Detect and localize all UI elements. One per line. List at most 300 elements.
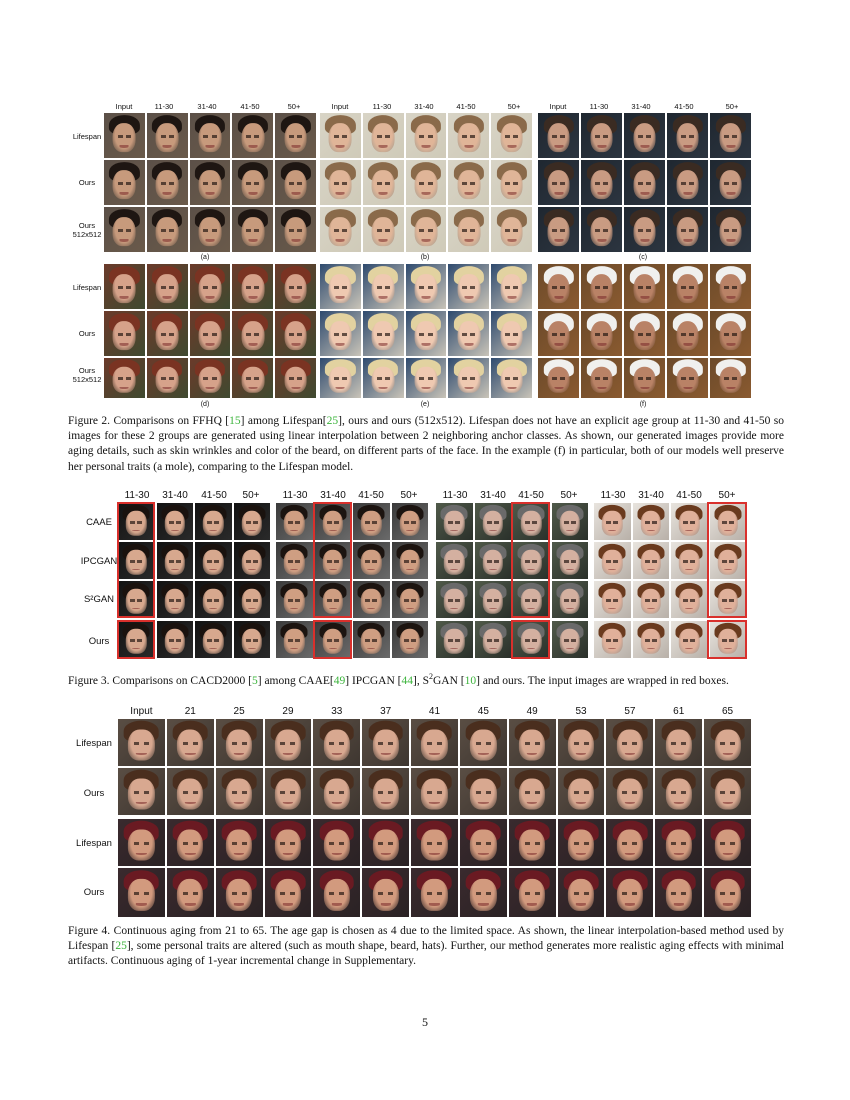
mouth-shape — [171, 648, 179, 650]
face-shape — [226, 778, 252, 809]
fig3-strip-3-ours-photo-1 — [436, 621, 473, 658]
face-shape — [714, 729, 740, 760]
eyes-shape — [683, 560, 695, 563]
fig4-row-label-ours-2: Ours — [83, 887, 105, 898]
face-shape — [177, 729, 203, 760]
eyes-shape — [246, 229, 259, 232]
mouth-shape — [685, 648, 693, 650]
face-shape — [590, 217, 613, 247]
mouth-shape — [464, 387, 473, 389]
fig3-strip-3-ipcgan-photo-2 — [475, 542, 512, 579]
face-shape — [457, 170, 480, 200]
eyes-shape — [462, 286, 475, 289]
fig3-strip-1-ipcgan-photo-2 — [157, 542, 194, 579]
eyes-shape — [246, 521, 258, 524]
fig2-header-c-50plus: 50+ — [725, 102, 739, 111]
face-shape — [470, 829, 496, 860]
eyes-shape — [203, 333, 216, 336]
eyes-shape — [525, 742, 540, 745]
fig4-strip-ours-2 — [118, 868, 751, 917]
eyes-shape — [246, 599, 258, 602]
face-shape — [156, 274, 179, 304]
fig2-header-c-31-40: 31-40 — [631, 102, 651, 111]
face-shape — [113, 217, 136, 247]
fig2-strip-a-ours-photo-2 — [147, 160, 188, 205]
eyes-shape — [378, 742, 393, 745]
fig3-strip-4-ours-photo-2 — [633, 621, 670, 658]
fig4-strip-lifespan-2-photo-12 — [655, 819, 702, 866]
fig2-row-label-lifespan: Lifespan — [72, 132, 102, 141]
eyes-shape — [720, 742, 735, 745]
fig2-strip-d-ours-photo-2 — [147, 311, 188, 356]
fig4-strip-lifespan-1-photo-13 — [704, 719, 751, 766]
fig3-caption-text-3: ] IPCGAN [ — [345, 674, 402, 687]
face-shape — [372, 170, 395, 200]
fig3-input-box-2 — [313, 502, 352, 618]
face-shape — [199, 274, 222, 304]
face-shape — [719, 321, 742, 351]
fig2-strip-a-ours — [104, 160, 316, 205]
eyes-shape — [595, 286, 608, 289]
fig3-strip-2-ipcgan-photo-1 — [276, 542, 313, 579]
fig2-sublabel-d: (d) — [200, 401, 210, 408]
fig3-ref-10[interactable]: 10 — [464, 674, 477, 687]
face-shape — [617, 778, 643, 809]
fig2-row-label-lifespan-2: Lifespan — [72, 283, 102, 292]
mouth-shape — [608, 530, 616, 532]
fig2-strip-e-lifespan-photo-4 — [448, 264, 489, 309]
eyes-shape — [505, 182, 518, 185]
face-shape — [415, 170, 438, 200]
mouth-shape — [290, 569, 298, 571]
mouth-shape — [640, 387, 649, 389]
fig2-strip-a-ours-photo-3 — [190, 160, 231, 205]
eyes-shape — [476, 791, 491, 794]
fig2-strip-a-ours-photo-5 — [275, 160, 316, 205]
fig4-strip-lifespan-2-photo-11 — [606, 819, 653, 866]
mouth-shape — [450, 569, 458, 571]
mouth-shape — [647, 648, 655, 650]
mouth-shape — [209, 569, 217, 571]
eyes-shape — [564, 521, 576, 524]
fig4-strip-ours-2-photo-12 — [655, 868, 702, 917]
mouth-shape — [647, 569, 655, 571]
fig2-strip-b-lifespan — [320, 113, 532, 158]
face-shape — [284, 321, 307, 351]
face-shape — [719, 217, 742, 247]
fig2-strip-c-ours512-photo-3 — [624, 207, 665, 252]
face-shape — [373, 778, 399, 809]
eyes-shape — [161, 377, 174, 380]
eyes-shape — [377, 229, 390, 232]
eyes-shape — [681, 377, 694, 380]
eyes-shape — [280, 791, 295, 794]
eyes-shape — [574, 842, 589, 845]
face-shape — [177, 829, 203, 860]
eyes-shape — [505, 229, 518, 232]
mouth-shape — [290, 530, 298, 532]
fig4-strip-ours-2-photo-2 — [167, 868, 214, 917]
eyes-shape — [118, 333, 131, 336]
fig4-caption-text-2: ], some personal traits are altered (such as mouth shape, beard, hats). Further, our method generates more realistic aging effects with minimal artifacts. Continuous aging of 1-year incremental change in Supplementary. — [68, 940, 784, 968]
face-shape — [177, 778, 203, 809]
fig2-sublabel-a: (a) — [200, 254, 210, 261]
face-shape — [284, 217, 307, 247]
face-shape — [457, 217, 480, 247]
fig4-header-29: 29 — [282, 706, 294, 717]
fig4-strip-lifespan-1-photo-12 — [655, 719, 702, 766]
face-shape — [547, 321, 570, 351]
eyes-shape — [289, 333, 302, 336]
mouth-shape — [120, 387, 129, 389]
mouth-shape — [647, 608, 655, 610]
face-shape — [719, 170, 742, 200]
fig4-strip-ours-2-photo-3 — [216, 868, 263, 917]
fig2-strip-f-ours-photo-5 — [710, 311, 751, 356]
fig3-strip-1-s2gan-photo-3 — [195, 581, 232, 618]
eyes-shape — [118, 286, 131, 289]
eyes-shape — [203, 286, 216, 289]
eyes-shape — [525, 791, 540, 794]
fig3-header-4-11-30: 11-30 — [600, 490, 626, 501]
fig3-strip-1-s2gan-photo-2 — [157, 581, 194, 618]
fig3-row-label-s2gan: S²GAN — [83, 594, 115, 605]
face-shape — [415, 321, 438, 351]
eyes-shape — [681, 286, 694, 289]
eyes-shape — [448, 639, 460, 642]
fig2-strip-a-lifespan-photo-2 — [147, 113, 188, 158]
fig2-strip-b-lifespan-photo-4 — [448, 113, 489, 158]
fig2-header-a-31-40: 31-40 — [197, 102, 217, 111]
fig3-header-1-41-50: 41-50 — [201, 490, 227, 501]
eyes-shape — [606, 599, 618, 602]
eyes-shape — [329, 742, 344, 745]
eyes-shape — [448, 560, 460, 563]
eyes-shape — [564, 639, 576, 642]
eyes-shape — [671, 742, 686, 745]
eyes-shape — [552, 182, 565, 185]
eyes-shape — [671, 791, 686, 794]
face-shape — [241, 274, 264, 304]
face-shape — [421, 778, 447, 809]
face-shape — [373, 879, 399, 911]
fig2-strip-f-ours-photo-3 — [624, 311, 665, 356]
fig2-strip-e-ours512-photo-5 — [491, 358, 532, 398]
fig2-strip-c-ours512 — [538, 207, 751, 252]
fig4-strip-ours-1-photo-11 — [606, 768, 653, 815]
eyes-shape — [377, 333, 390, 336]
fig2-strip-e-ours512-photo-4 — [448, 358, 489, 398]
fig4-strip-lifespan-1-photo-8 — [460, 719, 507, 766]
mouth-shape — [683, 387, 692, 389]
fig2-strip-d-ours512-photo-5 — [275, 358, 316, 398]
fig2-strip-f-ours512-photo-5 — [710, 358, 751, 398]
eyes-shape — [289, 182, 302, 185]
eyes-shape — [574, 892, 589, 895]
mouth-shape — [406, 569, 414, 571]
eyes-shape — [574, 791, 589, 794]
eyes-shape — [552, 377, 565, 380]
fig2-caption — [68, 414, 784, 475]
fig4-strip-ours-2-photo-13 — [704, 868, 751, 917]
face-shape — [719, 123, 742, 153]
mouth-shape — [566, 648, 574, 650]
eyes-shape — [681, 333, 694, 336]
fig4-strip-ours-2-photo-6 — [362, 868, 409, 917]
fig3-header-4-31-40: 31-40 — [638, 490, 664, 501]
fig2-sublabel-e: (e) — [420, 401, 430, 408]
fig2-strip-f-lifespan-photo-1 — [538, 264, 579, 309]
fig4-row-label-lifespan-1: Lifespan — [76, 738, 112, 749]
face-shape — [113, 123, 136, 153]
fig3-strip-1-caae-photo-4 — [234, 503, 271, 540]
fig3-strip-1-ours-photo-4 — [234, 621, 271, 658]
face-shape — [324, 879, 350, 911]
face-shape — [500, 274, 523, 304]
fig2-strip-a-lifespan-photo-4 — [232, 113, 273, 158]
eyes-shape — [645, 521, 657, 524]
face-shape — [113, 321, 136, 351]
face-shape — [324, 778, 350, 809]
fig3-strip-3-caae-photo-4 — [552, 503, 589, 540]
fig2-strip-d-ours512-photo-3 — [190, 358, 231, 398]
mouth-shape — [406, 530, 414, 532]
fig2-strip-e-lifespan — [320, 264, 532, 309]
fig2-strip-f-ours-photo-2 — [581, 311, 622, 356]
eyes-shape — [134, 892, 149, 895]
fig2-caption-text-3: ], ours and ours (512x512). Lifespan does not have an explicit age group at 11-30 and 41-50 so images for these 2 groups are generated using linear interpolation between 2 neighboring anchor classes. As shown, our generated images provide more aging details, such as skin wrinkles and color of the beard, on different parts of the face. In the example (f) in particular, both of our models well preserve her personal traits (a mole), comparing to the Lifespan model. — [68, 415, 784, 473]
fig3-caption-text-6: ] and ours. The input images are wrapped in red boxes. — [476, 674, 729, 687]
fig4-strip-ours-1 — [118, 768, 751, 815]
fig2-header-a-11-30: 11-30 — [154, 102, 174, 111]
fig2-strip-b-ours512-photo-1 — [320, 207, 361, 252]
fig3-input-box-3 — [511, 502, 550, 618]
face-shape — [590, 274, 613, 304]
fig2-strip-c-ours-photo-3 — [624, 160, 665, 205]
face-shape — [415, 217, 438, 247]
eyes-shape — [334, 333, 347, 336]
fig3-strip-2-ours-photo-4 — [392, 621, 429, 658]
eyes-shape — [404, 521, 416, 524]
fig4-strip-ours-1-photo-12 — [655, 768, 702, 815]
fig3-strip-2-caae — [276, 503, 428, 540]
eyes-shape — [207, 521, 219, 524]
face-shape — [329, 274, 352, 304]
fig2-header-c-41-50: 41-50 — [674, 102, 694, 111]
mouth-shape — [248, 569, 256, 571]
eyes-shape — [288, 599, 300, 602]
eyes-shape — [289, 377, 302, 380]
fig4-strip-lifespan-1-photo-6 — [362, 719, 409, 766]
face-shape — [284, 170, 307, 200]
eyes-shape — [377, 135, 390, 138]
face-shape — [128, 729, 154, 760]
mouth-shape — [367, 608, 375, 610]
face-shape — [128, 778, 154, 809]
fig3-header-3-50plus: 50+ — [560, 490, 578, 501]
eyes-shape — [404, 560, 416, 563]
face-shape — [156, 321, 179, 351]
eyes-shape — [169, 521, 181, 524]
eyes-shape — [683, 639, 695, 642]
fig3-strip-3-ours-photo-4 — [552, 621, 589, 658]
fig4-strip-lifespan-1-photo-2 — [167, 719, 214, 766]
fig4-strip-ours-1-photo-8 — [460, 768, 507, 815]
eyes-shape — [207, 639, 219, 642]
mouth-shape — [206, 387, 215, 389]
eyes-shape — [671, 892, 686, 895]
fig3-input-box-4 — [707, 502, 747, 618]
eyes-shape — [724, 333, 737, 336]
eyes-shape — [606, 521, 618, 524]
face-shape — [676, 170, 699, 200]
mouth-shape — [489, 530, 497, 532]
eyes-shape — [365, 521, 377, 524]
fig3-caption — [68, 669, 784, 689]
eyes-shape — [419, 182, 432, 185]
fig2-strip-a-ours512-photo-4 — [232, 207, 273, 252]
eyes-shape — [645, 560, 657, 563]
mouth-shape — [379, 387, 388, 389]
eyes-shape — [161, 229, 174, 232]
fig2-ref-25[interactable]: 25 — [326, 415, 339, 427]
mouth-shape — [422, 387, 431, 389]
fig3-header-2-31-40: 31-40 — [320, 490, 346, 501]
fig3-header-3-11-30: 11-30 — [442, 490, 468, 501]
fig2-strip-c-ours-photo-1 — [538, 160, 579, 205]
fig2-strip-c-lifespan-photo-5 — [710, 113, 751, 158]
fig2-caption-text-1: Figure 2. Comparisons on FFHQ [ — [68, 415, 230, 427]
fig2-strip-f-ours512 — [538, 358, 751, 398]
fig3-caption-text-4: ], S — [413, 674, 429, 687]
face-shape — [500, 170, 523, 200]
mouth-shape — [209, 530, 217, 532]
mouth-shape — [608, 608, 616, 610]
face-shape — [241, 217, 264, 247]
eyes-shape — [462, 229, 475, 232]
fig2-header-c-input: Input — [549, 102, 567, 111]
page-number: 5 — [422, 1015, 428, 1029]
fig3-caption-text-2: ] among CAAE[ — [257, 674, 334, 687]
fig4-strip-lifespan-1-photo-1 — [118, 719, 165, 766]
fig2-strip-a-lifespan-photo-5 — [275, 113, 316, 158]
fig3-ref-44[interactable]: 44 — [401, 674, 413, 687]
face-shape — [226, 729, 252, 760]
fig4-strip-lifespan-2-photo-1 — [118, 819, 165, 866]
fig2-strip-e-lifespan-photo-3 — [406, 264, 447, 309]
fig2-strip-c-ours512-photo-2 — [581, 207, 622, 252]
fig3-ref-49[interactable]: 49 — [333, 674, 346, 687]
mouth-shape — [248, 387, 257, 389]
eyes-shape — [487, 599, 499, 602]
fig3-input-box-3-ours — [511, 620, 550, 659]
face-shape — [284, 274, 307, 304]
eyes-shape — [552, 229, 565, 232]
fig2-strip-a-ours512-photo-3 — [190, 207, 231, 252]
face-shape — [373, 829, 399, 860]
eyes-shape — [622, 892, 637, 895]
face-shape — [373, 729, 399, 760]
face-shape — [666, 778, 692, 809]
mouth-shape — [566, 608, 574, 610]
face-shape — [372, 217, 395, 247]
fig2-sublabel-c: (c) — [638, 254, 648, 261]
face-shape — [547, 170, 570, 200]
eyes-shape — [476, 892, 491, 895]
fig2-strip-b-lifespan-photo-3 — [406, 113, 447, 158]
fig2-strip-f-ours512-photo-3 — [624, 358, 665, 398]
fig3-strip-2-ipcgan-photo-3 — [353, 542, 390, 579]
face-shape — [617, 829, 643, 860]
eyes-shape — [246, 182, 259, 185]
mouth-shape — [685, 569, 693, 571]
face-shape — [324, 729, 350, 760]
fig3-header-1-11-30: 11-30 — [124, 490, 150, 501]
mouth-shape — [171, 569, 179, 571]
eyes-shape — [681, 182, 694, 185]
fig2-ref-15[interactable]: 15 — [229, 415, 241, 427]
mouth-shape — [566, 530, 574, 532]
fig3-strip-3-s2gan-photo-4 — [552, 581, 589, 618]
face-shape — [275, 829, 301, 860]
face-shape — [421, 729, 447, 760]
eyes-shape — [246, 377, 259, 380]
face-shape — [156, 123, 179, 153]
fig2-strip-d-ours-photo-3 — [190, 311, 231, 356]
fig2-strip-b-ours-photo-3 — [406, 160, 447, 205]
fig2-strip-e-ours512-photo-3 — [406, 358, 447, 398]
fig2-header-a-50plus: 50+ — [287, 102, 301, 111]
face-shape — [568, 729, 594, 760]
fig2-strip-c-ours-photo-4 — [667, 160, 708, 205]
fig2-strip-d-ours — [104, 311, 316, 356]
eyes-shape — [377, 286, 390, 289]
fig3-strip-1-ours-photo-2 — [157, 621, 194, 658]
fig3-caption-superscript: 2 — [428, 672, 433, 681]
fig4-strip-ours-1-photo-5 — [313, 768, 360, 815]
mouth-shape — [450, 530, 458, 532]
eyes-shape — [232, 842, 247, 845]
fig2-strip-c-ours-photo-5 — [710, 160, 751, 205]
fig4-strip-lifespan-1 — [118, 719, 751, 766]
eyes-shape — [462, 135, 475, 138]
fig3-strip-4-caae-photo-1 — [594, 503, 631, 540]
eyes-shape — [638, 286, 651, 289]
fig4-caption-text-1: Figure 4. Continuous aging from 21 to 65. The age gap is chosen as 4 due to the limited space. As shown, the linear interpolation-based method used by Lifespan [ — [68, 925, 784, 953]
fig4-ref-25[interactable]: 25 — [115, 940, 127, 953]
mouth-shape — [597, 387, 606, 389]
face-shape — [547, 217, 570, 247]
eyes-shape — [329, 892, 344, 895]
mouth-shape — [290, 608, 298, 610]
face-shape — [676, 321, 699, 351]
eyes-shape — [118, 229, 131, 232]
fig4-header-57: 57 — [624, 706, 636, 717]
fig2-strip-c-lifespan — [538, 113, 751, 158]
eyes-shape — [552, 333, 565, 336]
eyes-shape — [638, 135, 651, 138]
eyes-shape — [203, 229, 216, 232]
eyes-shape — [595, 377, 608, 380]
eyes-shape — [462, 182, 475, 185]
eyes-shape — [505, 135, 518, 138]
fig3-strip-2-s2gan — [276, 581, 428, 618]
eyes-shape — [161, 182, 174, 185]
eyes-shape — [720, 842, 735, 845]
fig3-caption-text-5: GAN [ — [432, 674, 465, 687]
fig3-ref-5[interactable]: 5 — [252, 674, 258, 687]
eyes-shape — [404, 639, 416, 642]
